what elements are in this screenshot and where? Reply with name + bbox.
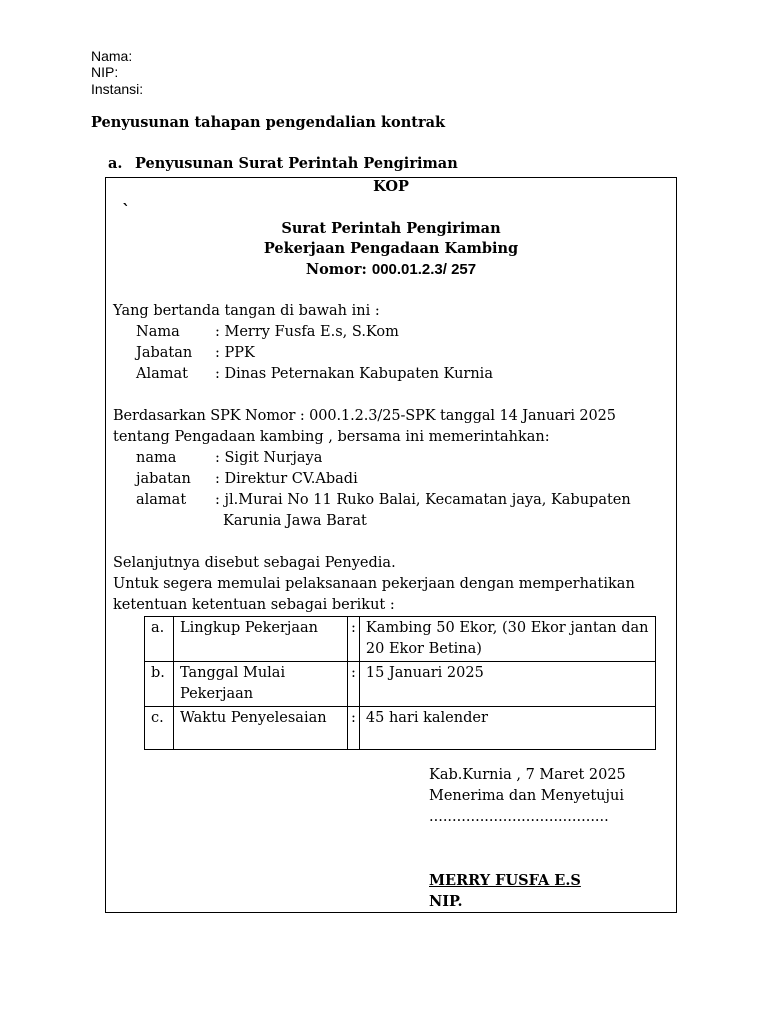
terms-table — [144, 616, 656, 750]
terms-intro-line1: Untuk segera memulai pelaksanaan pekerjaan dengan memperhatikan — [113, 576, 635, 592]
term-value: 45 hari kalender — [359, 707, 655, 750]
institution-label: Instansi: — [91, 81, 144, 97]
signer-name-label: Nama — [136, 324, 180, 340]
subsection-title: Penyusunan Surat Perintah Pengiriman — [135, 155, 458, 172]
provider-text: Selanjutnya disebut sebagai Penyedia. — [113, 555, 396, 571]
place-date: Kab.Kurnia , 7 Maret 2025 — [429, 767, 626, 783]
term-label: Waktu Penyelesaian — [174, 707, 348, 750]
term-letter: a. — [145, 617, 174, 662]
term-colon: : — [348, 617, 360, 662]
signer-position-value: : PPK — [215, 345, 255, 361]
signature-line: ....................................... — [429, 809, 609, 825]
term-value: 15 Januari 2025 — [359, 662, 655, 707]
name-label: Nama: — [91, 48, 133, 64]
terms-intro-line2: ketentuan ketentuan sebagai berikut : — [113, 597, 395, 613]
signer-full-name: MERRY FUSFA E.S — [429, 872, 581, 889]
term-colon: : — [348, 707, 360, 750]
recipient-name-value: : Sigit Nurjaya — [215, 450, 323, 466]
signer-nip: NIP. — [429, 893, 463, 910]
signer-position-label: Jabatan — [136, 345, 193, 361]
basis-text-line1: Berdasarkan SPK Nomor : 000.1.2.3/25-SPK tanggal 14 Januari 2025 — [113, 408, 616, 424]
table-row — [145, 707, 656, 750]
letter-subtitle: Pekerjaan Pengadaan Kambing — [263, 240, 519, 257]
term-value: Kambing 50 Ekor, (30 Ekor jantan dan 20 Ekor Betina) — [359, 617, 655, 662]
letter-number — [105, 261, 677, 278]
subsection-marker: a. — [108, 155, 123, 172]
term-label: Tanggal Mulai Pekerjaan — [174, 662, 348, 707]
recipient-position-value: : Direktur CV.Abadi — [215, 471, 358, 487]
letter-title: Surat Perintah Pengiriman — [281, 220, 501, 237]
recipient-name-label: nama — [136, 450, 177, 466]
letter-number-value: 000.01.2.3/ 257 — [371, 261, 477, 278]
section-title: Penyusunan tahapan pengendalian kontrak — [91, 114, 446, 131]
signer-address-label: Alamat — [136, 366, 188, 382]
recipient-address-value: : jl.Murai No 11 Ruko Balai, Kecamatan jaya, Kabupaten — [215, 492, 631, 508]
nip-label: NIP: — [91, 64, 119, 80]
intro-text: Yang bertanda tangan di bawah ini : — [113, 303, 380, 319]
recipient-address-cont: Karunia Jawa Barat — [223, 513, 367, 529]
table-row — [145, 662, 656, 707]
kop-label: KOP — [373, 178, 409, 195]
letter-number-label: Nomor: — [305, 261, 372, 278]
term-letter: c. — [145, 707, 174, 750]
signer-name-value: : Merry Fusfa E.s, S.Kom — [215, 324, 399, 340]
tick-mark: ` — [122, 201, 130, 220]
table-row — [145, 617, 656, 662]
term-letter: b. — [145, 662, 174, 707]
signer-address-value: : Dinas Peternakan Kabupaten Kurnia — [215, 366, 493, 382]
basis-text-line2: tentang Pengadaan kambing , bersama ini memerintahkan: — [113, 429, 550, 445]
accept-text: Menerima dan Menyetujui — [429, 788, 624, 804]
recipient-address-label: alamat — [136, 492, 187, 508]
term-colon: : — [348, 662, 360, 707]
recipient-position-label: jabatan — [136, 471, 191, 487]
term-label: Lingkup Pekerjaan — [174, 617, 348, 662]
